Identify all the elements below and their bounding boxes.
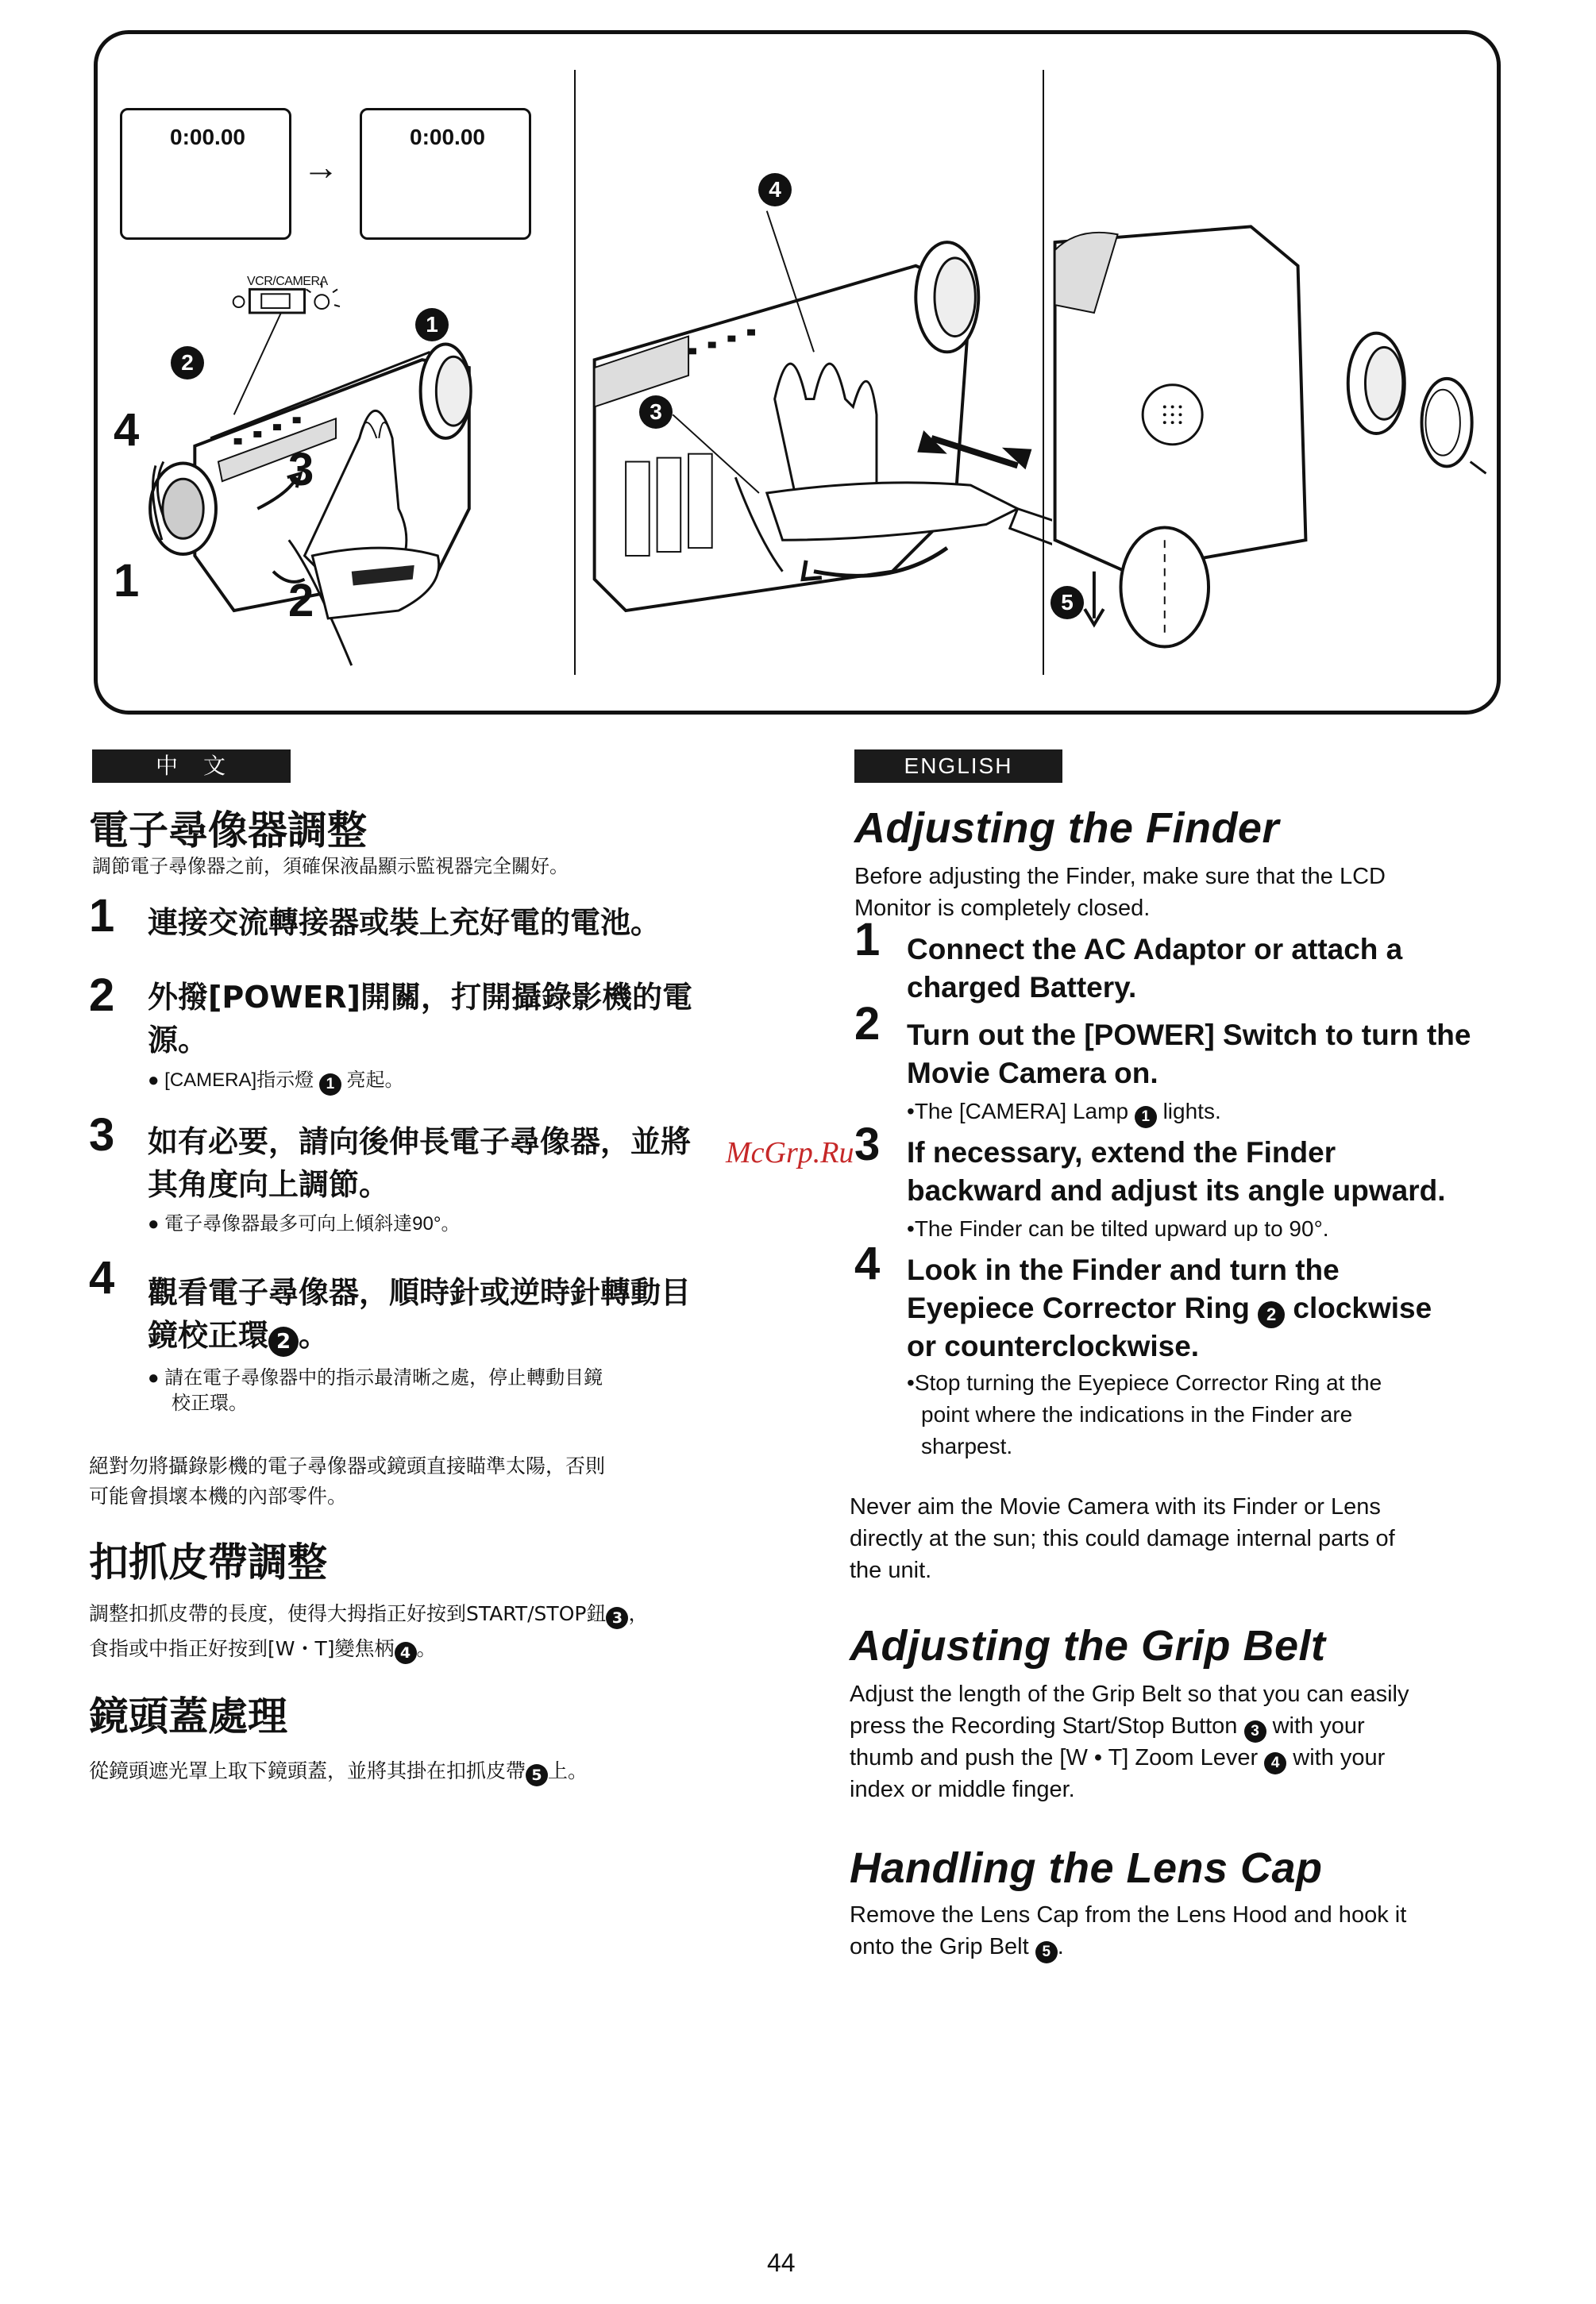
- en-step-4-line3: or counterclockwise.: [907, 1330, 1200, 1362]
- en-step-1-number: 1: [854, 914, 881, 965]
- zh-cap-line1: [89, 1758, 588, 1786]
- zh-finder-title: 電子尋像器調整: [89, 807, 367, 853]
- illustration-frame: [94, 30, 1501, 715]
- en-step-4-line2: [907, 1289, 1432, 1328]
- zh-step-4-line1: 觀看電子尋像器，順時針或逆時針轉動目: [148, 1275, 692, 1310]
- en-step-3-number: 3: [854, 1119, 881, 1170]
- en-step-2-line2: Movie Camera on.: [907, 1057, 1158, 1089]
- callout-2: 2: [171, 346, 204, 380]
- zh-step-3-line1: 如有必要，請向後伸長電子尋像器，並將: [148, 1124, 692, 1159]
- zh-step-3-number: 3: [89, 1109, 115, 1161]
- en-step-4-line2-end: clockwise: [1293, 1292, 1432, 1324]
- step-label-2: 2: [288, 575, 314, 626]
- en-grip-line1: Adjust the length of the Grip Belt so that you can easily: [850, 1682, 1409, 1707]
- zh-step-4-line2: [148, 1315, 329, 1357]
- chinese-section-tag: 中 文: [92, 749, 291, 783]
- en-warning-line3: the unit.: [850, 1558, 932, 1583]
- en-step-4-note3: sharpest.: [921, 1434, 1013, 1458]
- en-step-2-note: •The [CAMERA] Lamp 1 lights.: [907, 1096, 1221, 1128]
- zh-grip-title: 扣抓皮帶調整: [89, 1539, 327, 1585]
- zh-grip-line1-end: ，: [628, 1602, 649, 1625]
- en-step-4-number: 4: [854, 1238, 881, 1289]
- en-grip-line3-end: with your: [1293, 1745, 1386, 1770]
- en-step-4-note2: point where the indications in the Finder are: [921, 1402, 1353, 1427]
- callout-5: 5: [1051, 586, 1084, 619]
- zh-step-3-line2: 其角度向上調節。: [148, 1167, 390, 1202]
- en-warning-line2: directly at the sun; this could damage internal parts of: [850, 1526, 1395, 1551]
- en-cap-line2-end: .: [1057, 1934, 1064, 1959]
- zh-step-1-number: 1: [89, 890, 115, 942]
- illustration-panel-grip-belt: [574, 70, 1052, 675]
- zh-step-4-note1: ● 請在電子尋像器中的指示最清晰之處，停止轉動目鏡: [148, 1367, 603, 1389]
- watermark: McGrp.Ru: [726, 1136, 854, 1169]
- en-step-2-note-text: The [CAMERA] Lamp: [914, 1099, 1129, 1123]
- illustration-panel-lens-cap: [1043, 70, 1498, 675]
- callout-2-inline: 2: [268, 1327, 299, 1357]
- callout-5-inline: 5: [526, 1764, 548, 1786]
- en-cap-line2-text: onto the Grip Belt: [850, 1934, 1029, 1959]
- en-intro-line1: Before adjusting the Finder, make sure that the LCD: [854, 864, 1386, 889]
- zh-step-2-line1: 外撥[POWER]開關，打開攝錄影機的電: [148, 980, 693, 1015]
- callout-4: 4: [758, 173, 792, 206]
- en-cap-line2: [850, 1931, 1064, 1963]
- zh-step-4-line2-text: 鏡校正環: [148, 1318, 269, 1353]
- zh-step-4-note2: 校正環。: [172, 1393, 248, 1414]
- callout-4-inline-en: 4: [1264, 1752, 1286, 1774]
- en-cap-line1: Remove the Lens Cap from the Lens Hood and hook it: [850, 1902, 1407, 1928]
- en-step-4-note1-text: Stop turning the Eyepiece Corrector Ring at the: [914, 1370, 1382, 1395]
- en-intro-line2: Monitor is completely closed.: [854, 896, 1151, 921]
- vcr-camera-label: VCR/CAMERA: [247, 275, 328, 288]
- callout-3-inline: 3: [606, 1607, 628, 1629]
- en-grip-title: Adjusting the Grip Belt: [850, 1622, 1326, 1670]
- zh-step-2-note-text: [CAMERA]指示燈: [164, 1069, 314, 1091]
- en-step-4-note1: •Stop turning the Eyepiece Corrector Ring at the: [907, 1370, 1382, 1395]
- zh-step-2-note: ● [CAMERA]指示燈 1 亮起。: [148, 1068, 404, 1096]
- en-grip-line4: index or middle finger.: [850, 1777, 1075, 1802]
- zh-step-2-note-end: 亮起。: [346, 1069, 404, 1091]
- zh-step-3-note-text: 電子尋像器最多可向上傾斜達90°。: [164, 1213, 461, 1235]
- lcd-right-time: 0:00.00: [410, 125, 485, 149]
- en-step-1-line2: charged Battery.: [907, 971, 1137, 1004]
- illustration-panel-power: [98, 70, 574, 675]
- en-step-3-note: •The Finder can be tilted upward up to 90°.: [907, 1216, 1329, 1241]
- zh-cap-line1-text: 從鏡頭遮光罩上取下鏡頭蓋，並將其掛在扣抓皮帶: [89, 1759, 526, 1782]
- en-grip-line2-end: with your: [1272, 1713, 1365, 1739]
- zh-step-1-text: 連接交流轉接器或裝上充好電的電池。: [148, 905, 661, 940]
- callout-1: 1: [415, 308, 449, 341]
- en-warning-line1: Never aim the Movie Camera with its Finder or Lens: [850, 1494, 1381, 1520]
- page-number: 44: [767, 2248, 796, 2277]
- grip-belt-illustration: [576, 70, 1052, 675]
- step-label-1: 1: [114, 555, 140, 607]
- step-label-4: 4: [114, 404, 140, 456]
- zh-warning-line2: 可能會損壞本機的內部零件。: [89, 1485, 348, 1508]
- en-step-3-line1: If necessary, extend the Finder: [907, 1136, 1336, 1169]
- zh-step-2-number: 2: [89, 969, 115, 1021]
- callout-3-inline-en: 3: [1244, 1720, 1266, 1743]
- zh-cap-line1-end: 上。: [548, 1759, 588, 1782]
- zh-step-4-note1-text: 請在電子尋像器中的指示最清晰之處，停止轉動目鏡: [164, 1367, 603, 1389]
- zh-grip-line1-text: 調整扣抓皮帶的長度，使得大拇指正好按到START/STOP鈕: [89, 1602, 607, 1625]
- callout-1-inline-en: 1: [1135, 1106, 1157, 1128]
- en-grip-line3: [850, 1742, 1385, 1774]
- english-section-tag: ENGLISH: [854, 749, 1062, 783]
- en-step-2-line1: Turn out the [POWER] Switch to turn the: [907, 1019, 1471, 1051]
- zh-step-4-number: 4: [89, 1252, 115, 1304]
- en-step-3-line2: backward and adjust its angle upward.: [907, 1174, 1446, 1207]
- callout-4-inline: 4: [395, 1642, 417, 1664]
- callout-3: 3: [639, 395, 673, 429]
- en-step-2-number: 2: [854, 998, 881, 1050]
- en-step-4-line1: Look in the Finder and turn the: [907, 1254, 1340, 1286]
- zh-warning-line1: 絕對勿將攝錄影機的電子尋像器或鏡頭直接瞄準太陽，否則: [89, 1454, 606, 1478]
- en-grip-line2-text: press the Recording Start/Stop Button: [850, 1713, 1238, 1739]
- callout-1-inline: 1: [319, 1073, 341, 1096]
- en-step-3-note-text: The Finder can be tilted upward up to 90°.: [914, 1216, 1329, 1241]
- en-grip-line2: [850, 1710, 1365, 1743]
- en-cap-title: Handling the Lens Cap: [850, 1844, 1323, 1892]
- callout-5-inline-en: 5: [1035, 1941, 1058, 1963]
- lcd-left-time: 0:00.00: [170, 125, 245, 149]
- zh-step-3-note: ● 電子尋像器最多可向上傾斜達90°。: [148, 1213, 461, 1235]
- camcorder-power-illustration: [98, 70, 574, 675]
- arrow-right-icon: →: [303, 146, 339, 187]
- zh-grip-line2-text: 食指或中指正好按到[W・T]變焦柄: [89, 1637, 395, 1660]
- en-step-4-line2-text: Eyepiece Corrector Ring: [907, 1292, 1250, 1324]
- lens-cap-illustration: [1044, 70, 1498, 675]
- en-step-2-note-end: lights.: [1162, 1099, 1221, 1123]
- en-grip-line3-text: thumb and push the [W • T] Zoom Lever: [850, 1745, 1259, 1770]
- zh-step-4-line2-end: 。: [299, 1318, 330, 1353]
- callout-2-inline-en: 2: [1258, 1301, 1285, 1328]
- en-finder-title: Adjusting the Finder: [854, 804, 1279, 852]
- zh-step-2-line2: 源。: [148, 1023, 209, 1058]
- zh-grip-line2: [89, 1636, 437, 1664]
- zh-grip-line1: [89, 1601, 648, 1629]
- zh-finder-intro: 調節電子尋像器之前，須確保液晶顯示監視器完全關好。: [92, 855, 569, 877]
- zh-cap-title: 鏡頭蓋處理: [89, 1693, 287, 1740]
- zh-grip-line2-end: 。: [416, 1637, 437, 1660]
- en-step-1-line1: Connect the AC Adaptor or attach a: [907, 933, 1403, 965]
- step-label-3: 3: [288, 444, 314, 495]
